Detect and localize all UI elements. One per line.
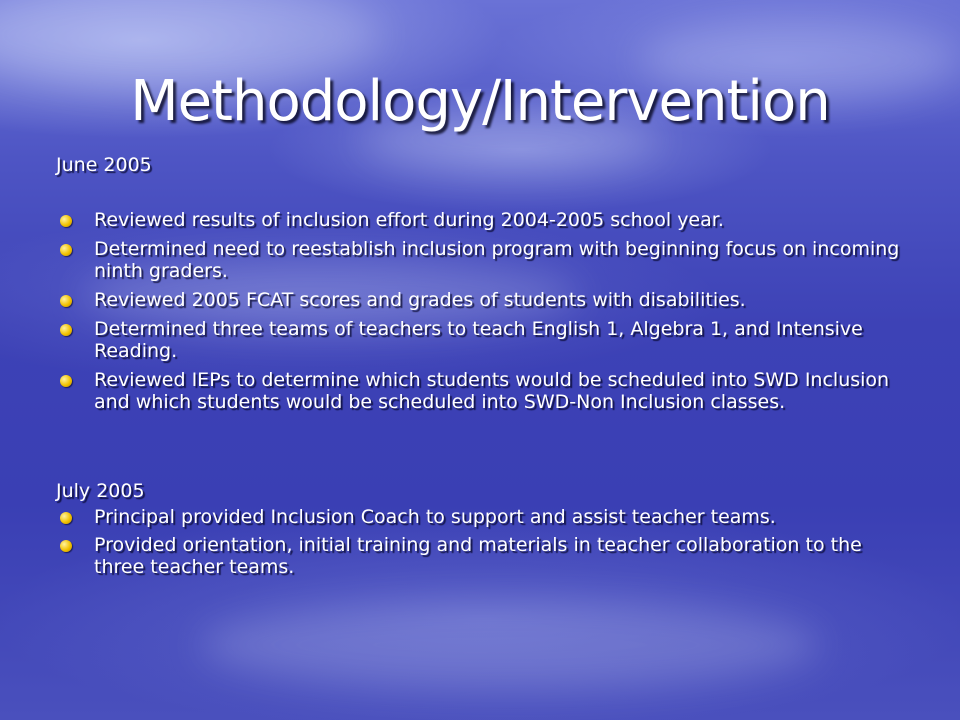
- bullet-list: [56, 209, 916, 413]
- bullet-icon: [60, 244, 72, 256]
- list-item-text: Reviewed results of inclusion effort during 2004-2005 school year.: [94, 209, 724, 231]
- list-item: [56, 534, 916, 578]
- slide-title: Methodology/Intervention: [130, 69, 830, 134]
- section-heading: June 2005: [56, 154, 152, 176]
- list-item: [56, 209, 916, 231]
- section-heading: July 2005: [56, 480, 145, 502]
- list-item: [56, 506, 916, 528]
- list-item: [56, 369, 916, 413]
- list-item-text: Principal provided Inclusion Coach to support and assist teacher teams.: [94, 506, 776, 528]
- list-item-text: Determined three teams of teachers to teach English 1, Algebra 1, and Intensive Reading.: [94, 318, 863, 362]
- section-june-2005: [56, 154, 916, 420]
- cloud-decoration: [200, 600, 820, 690]
- list-item-text: Reviewed IEPs to determine which students would be scheduled into SWD Inclusion and which students would be scheduled into SWD-Non Inclusion classes.: [94, 369, 890, 413]
- list-item: [56, 318, 916, 362]
- section-july-2005: [56, 480, 916, 584]
- bullet-icon: [60, 375, 72, 387]
- bullet-icon: [60, 540, 72, 552]
- list-item: [56, 238, 916, 282]
- bullet-icon: [60, 295, 72, 307]
- list-item-text: Provided orientation, initial training and materials in teacher collaboration to the three teacher teams.: [94, 534, 862, 578]
- bullet-icon: [60, 215, 72, 227]
- list-item-text: Reviewed 2005 FCAT scores and grades of students with disabilities.: [94, 289, 746, 311]
- list-item: [56, 289, 916, 311]
- bullet-icon: [60, 512, 72, 524]
- bullet-list: [56, 506, 916, 578]
- bullet-icon: [60, 324, 72, 336]
- list-item-text: Determined need to reestablish inclusion program with beginning focus on incoming ninth graders.: [94, 238, 900, 282]
